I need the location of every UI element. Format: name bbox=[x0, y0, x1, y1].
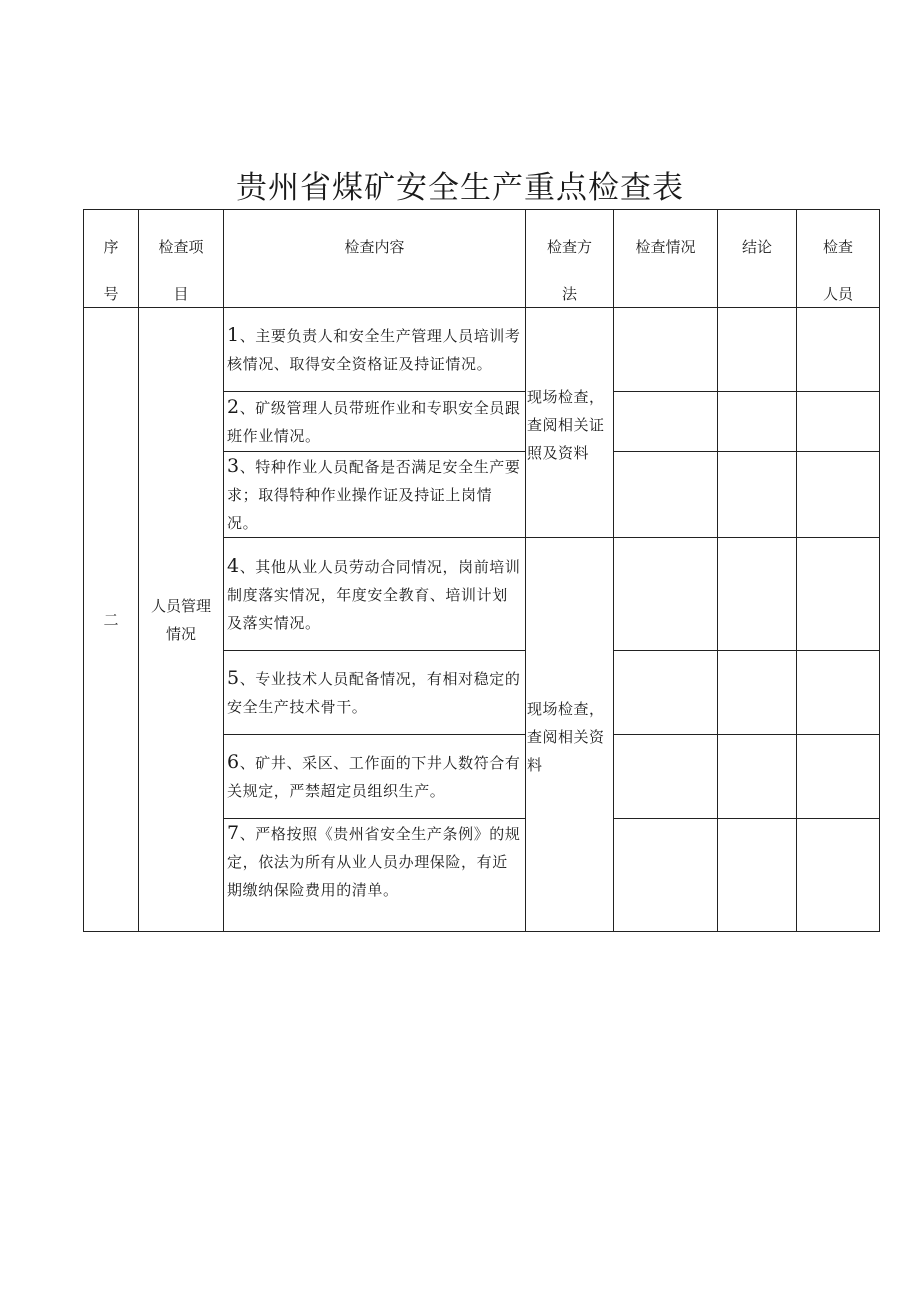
header-status: 检查情况 bbox=[614, 210, 718, 308]
header-conclusion: 结论 bbox=[718, 210, 797, 308]
inspector-cell-7[interactable] bbox=[797, 819, 880, 932]
conclusion-cell-5[interactable] bbox=[718, 651, 797, 735]
header-method: 检查方 法 bbox=[526, 210, 614, 308]
header-inspector: 检查 人员 bbox=[797, 210, 880, 308]
conclusion-cell-4[interactable] bbox=[718, 538, 797, 651]
conclusion-cell-7[interactable] bbox=[718, 819, 797, 932]
item-7: 7、严格按照《贵州省安全生产条例》的规定，依法为所有从业人员办理保险，有近期缴纳保险费用的清单。 bbox=[224, 819, 526, 932]
status-cell-4[interactable] bbox=[614, 538, 718, 651]
status-cell-7[interactable] bbox=[614, 819, 718, 932]
inspector-cell-1[interactable] bbox=[797, 308, 880, 392]
item-4: 4、其他从业人员劳动合同情况，岗前培训制度落实情况，年度安全教育、培训计划及落实情况。 bbox=[224, 538, 526, 651]
inspector-cell-5[interactable] bbox=[797, 651, 880, 735]
section-number: 二 bbox=[84, 308, 139, 932]
status-cell-3[interactable] bbox=[614, 452, 718, 538]
status-cell-1[interactable] bbox=[614, 308, 718, 392]
item-2: 2、矿级管理人员带班作业和专职安全员跟班作业情况。 bbox=[224, 392, 526, 452]
header-seq: 序 号 bbox=[84, 210, 139, 308]
inspector-cell-2[interactable] bbox=[797, 392, 880, 452]
status-cell-2[interactable] bbox=[614, 392, 718, 452]
table-row bbox=[84, 308, 880, 392]
item-5: 5、专业技术人员配备情况，有相对稳定的安全生产技术骨干。 bbox=[224, 651, 526, 735]
conclusion-cell-6[interactable] bbox=[718, 735, 797, 819]
item-1: 1、主要负责人和安全生产管理人员培训考核情况、取得安全资格证及持证情况。 bbox=[224, 308, 526, 392]
inspector-cell-4[interactable] bbox=[797, 538, 880, 651]
item-6: 6、矿井、采区、工作面的下井人数符合有关规定，严禁超定员组织生产。 bbox=[224, 735, 526, 819]
header-row bbox=[84, 210, 880, 308]
inspection-table bbox=[83, 209, 880, 932]
header-item: 检查项 目 bbox=[139, 210, 224, 308]
status-cell-6[interactable] bbox=[614, 735, 718, 819]
method-1: 现场检查，查阅相关证照及资料 bbox=[526, 308, 614, 538]
item-3: 3、特种作业人员配备是否满足安全生产要求；取得特种作业操作证及持证上岗情况。 bbox=[224, 452, 526, 538]
conclusion-cell-2[interactable] bbox=[718, 392, 797, 452]
inspector-cell-6[interactable] bbox=[797, 735, 880, 819]
page-title: 贵州省煤矿安全生产重点检查表 bbox=[236, 170, 684, 206]
section-category: 人员管理 情况 bbox=[139, 308, 224, 932]
method-2: 现场检查，查阅相关资料 bbox=[526, 538, 614, 932]
conclusion-cell-1[interactable] bbox=[718, 308, 797, 392]
header-content: 检查内容 bbox=[224, 210, 526, 308]
status-cell-5[interactable] bbox=[614, 651, 718, 735]
inspector-cell-3[interactable] bbox=[797, 452, 880, 538]
conclusion-cell-3[interactable] bbox=[718, 452, 797, 538]
